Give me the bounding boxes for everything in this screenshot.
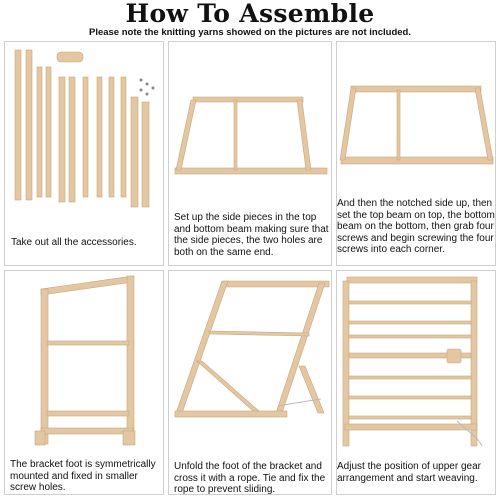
step-2-caption: Set up the side pieces in the top and bottom beam making sure that the side pieces, the two holes are both on the same end. xyxy=(174,212,329,258)
step-4-caption: The bracket foot is symmetrically mounted and fixed in smaller screw holes. xyxy=(10,459,156,493)
step-5-panel xyxy=(168,270,332,495)
step-1-caption: Take out all the accessories. xyxy=(11,237,137,248)
step-3-panel xyxy=(336,41,496,266)
step-4-panel xyxy=(4,270,164,495)
step-2-panel xyxy=(168,41,332,266)
step-5-caption: Unfold the foot of the bracket and cross it with a rope. Tie and fix the rope to prevent sliding. xyxy=(174,461,326,495)
step-3-caption: And then the notched side up, then set the top beam on top, the bottom beam on the bottom, then grab four screws and begin screwing the four screws into each corner. xyxy=(337,198,495,255)
accessories-image xyxy=(5,42,164,266)
step-6-caption: Adjust the position of upper gear arrangement and start weaving. xyxy=(337,461,481,484)
page-title: How To Assemble xyxy=(125,0,375,28)
step-1-panel xyxy=(4,41,164,266)
step-6-panel xyxy=(336,270,496,495)
page-subtitle: Please note the knitting yarns showed on the pictures are not included. xyxy=(88,27,411,38)
